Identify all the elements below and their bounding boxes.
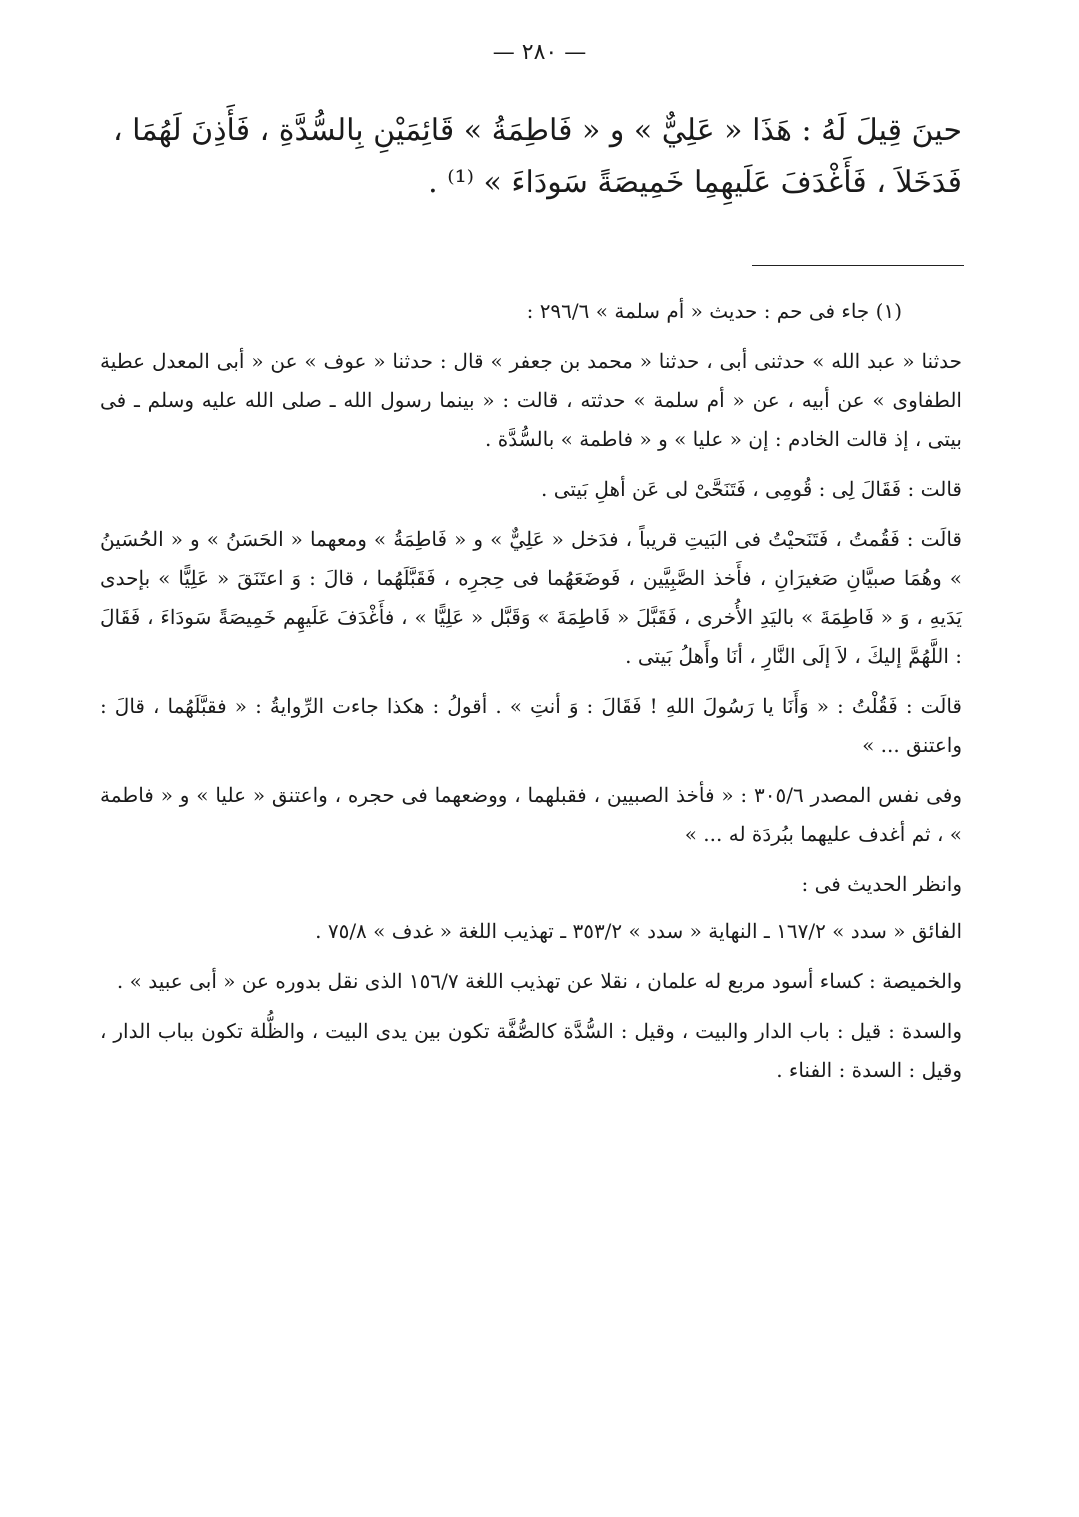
footnote-paragraph: حدثنا « عبد الله » حدثنى أبى ، حدثنا « محمد بن جعفر » قال : حدثنا « عوف » عن « أبى المعدل عطية الطفاوى » عن أبيه ، عن « أم سلمة » حدثته ، قالت : « بينما رسول الله ـ صلى الله عليه وسلم ـ فى بيتى ، إذ قالت الخادم : إن « عليا » و « فاطمة » بالسُّدَّة . xyxy=(100,349,962,451)
footnote-heading: (١) جاء فى حم : حديث « أم سلمة » ٢٩٦/٦ : xyxy=(526,299,902,323)
footnote-paragraph: والسدة : قيل : باب الدار والبيت ، وقيل : السُّدَّة كالصُّفَّة تكون بين يدى البيت ، والظُّلة تكون بباب الدار ، وقيل : السدة : الفناء . xyxy=(100,1019,962,1082)
main-line: حينَ قِيلَ لَهُ : هَذَا « عَلِيٌّ » و « فَاطِمَةُ » قَائِمَيْنِ بِالسُّدَّةِ ، فَأَذِنَ لَهُمَا ، xyxy=(112,113,962,148)
footnote-paragraph: وفى نفس المصدر ٣٠٥/٦ : « فأخذ الصبيين ، فقبلهما ، ووضعهما فى حجره ، واعتنق « عليا » و « فاطمة » ، ثم أغدف عليهما ببُردَة له ... » xyxy=(100,783,962,846)
footnote-paragraph: قالَت : فَقُلْتُ : « وَأَنَا يا رَسُولَ اللهِ ! فَقَالَ : وَ أنتِ » . أقولُ : هكذا جاءت الرِّوايةُ : « فقبَّلَهُما ، قالَ : واعتنق ... » xyxy=(100,694,962,757)
footnote-paragraph: قالَت : فَقُمتُ ، فَتَنَحيْتُ فى البَيتِ قريباً ، فدَخل « عَلِيٌّ » و « فَاطِمَةُ » ومعهما « الحَسَنُ » و « الحُسَينُ » وهُمَا صبيَّانِ صَغيرَانِ ، فأَخذ الصَّبِيَّين ، فَوضَعَهُما فى حِجرِه ، فَقَبَّلَهُما ، قالَ : وَ اعتَنَقَ « عَلِيًّا » بإحدى يَدَيهِ ، وَ « فَاطِمَةَ » باليَدِ الأُخرى ، فَقَبَّلَ « فَاطِمَةَ » وَقَبَّل « عَلِيًّا » ، فأَغْدَفَ عَلَيهِم خَمِيصَةً سَودَاءَ ، فَقَالَ : اللَّهُمَّ إليكَ ، لاَ إلَى النَّارِ ، أنَا وأَهلُ بَيتى . xyxy=(100,527,962,668)
footnote-paragraph: قالت : فَقَالَ لِى : قُومِى ، فَتَنَحَّىْ لى عَن أهلِ بَيتى . xyxy=(541,477,962,501)
footnote-paragraph: والخميصة : كساء أسود مربع له علمان ، نقلا عن تهذيب اللغة ١٥٦/٧ الذى نقل بدوره عن « أبى عبيد » . xyxy=(116,969,962,993)
main-line: فَدَخَلاَ ، فَأَغْدَفَ عَلَيهِمِا خَمِيصَةً سَودَاءَ » ⁽¹⁾ . xyxy=(428,165,962,200)
page-number: — ٢٨٠ — xyxy=(492,40,587,65)
footnote-separator xyxy=(752,265,964,266)
main-text xyxy=(100,105,962,209)
footnote-paragraph: وانظر الحديث فى : xyxy=(801,872,962,896)
footnote-paragraph: الفائق « سدد » ١٦٧/٢ ـ النهاية « سدد » ٣٥٣/٢ ـ تهذيب اللغة « غدف » ٧٥/٨ . xyxy=(315,919,962,943)
footnotes xyxy=(100,292,962,1101)
